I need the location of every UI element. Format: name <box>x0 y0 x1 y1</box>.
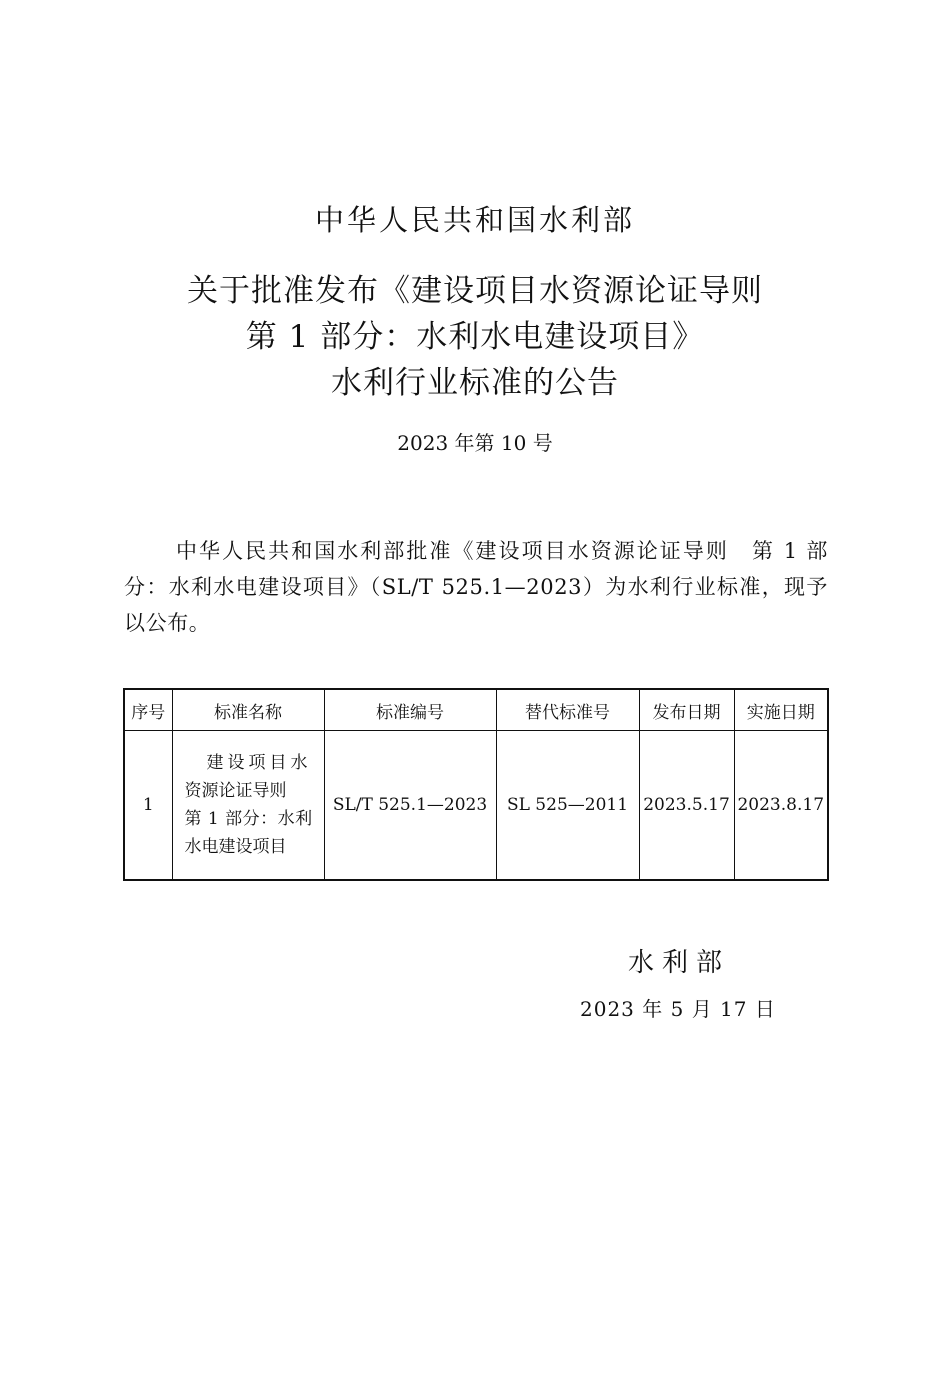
issuing-organization: 中华人民共和国水利部 <box>314 203 635 237</box>
header-index: 序号 <box>124 689 172 731</box>
signature-date: 2023 年 5 月 17 日 <box>580 997 776 1021</box>
header-replaces: 替代标准号 <box>496 689 639 731</box>
cell-index: 1 <box>124 731 172 881</box>
header-code: 标准编号 <box>324 689 496 731</box>
title-line-1: 关于批准发布《建设项目水资源论证导则 <box>187 273 763 309</box>
cell-replaced-standard: SL 525—2011 <box>496 731 639 881</box>
name-line-2: 资源论证导则 <box>184 781 287 801</box>
announcement-title <box>0 268 950 406</box>
table-header-row <box>124 689 828 731</box>
cell-publish-date: 2023.5.17 <box>639 731 734 881</box>
header-name: 标准名称 <box>172 689 324 731</box>
header-publish-date: 发布日期 <box>639 689 734 731</box>
name-line-4: 水电建设项目 <box>184 837 287 857</box>
name-line-1: 建设项目水 <box>206 753 312 773</box>
announcement-paragraph: 中华人民共和国水利部批准《建设项目水资源论证导则 第 1 部分：水利水电建设项目》（SL/T 525.1—2023）为水利行业标准，现予以公布。 <box>124 539 828 635</box>
table-row <box>124 731 828 881</box>
document-number: 2023 年第 10 号 <box>397 431 553 455</box>
name-line-3: 第 1 部分：水利 <box>184 809 313 829</box>
title-line-2: 第 1 部分：水利水电建设项目》 <box>245 319 705 355</box>
cell-standard-code: SL/T 525.1—2023 <box>324 731 496 881</box>
signer: 水利部 <box>628 948 731 978</box>
cell-standard-name <box>172 731 324 881</box>
header-effective-date: 实施日期 <box>734 689 828 731</box>
cell-effective-date: 2023.8.17 <box>734 731 828 881</box>
title-line-3: 水利行业标准的公告 <box>331 365 619 401</box>
standards-table <box>123 688 829 881</box>
